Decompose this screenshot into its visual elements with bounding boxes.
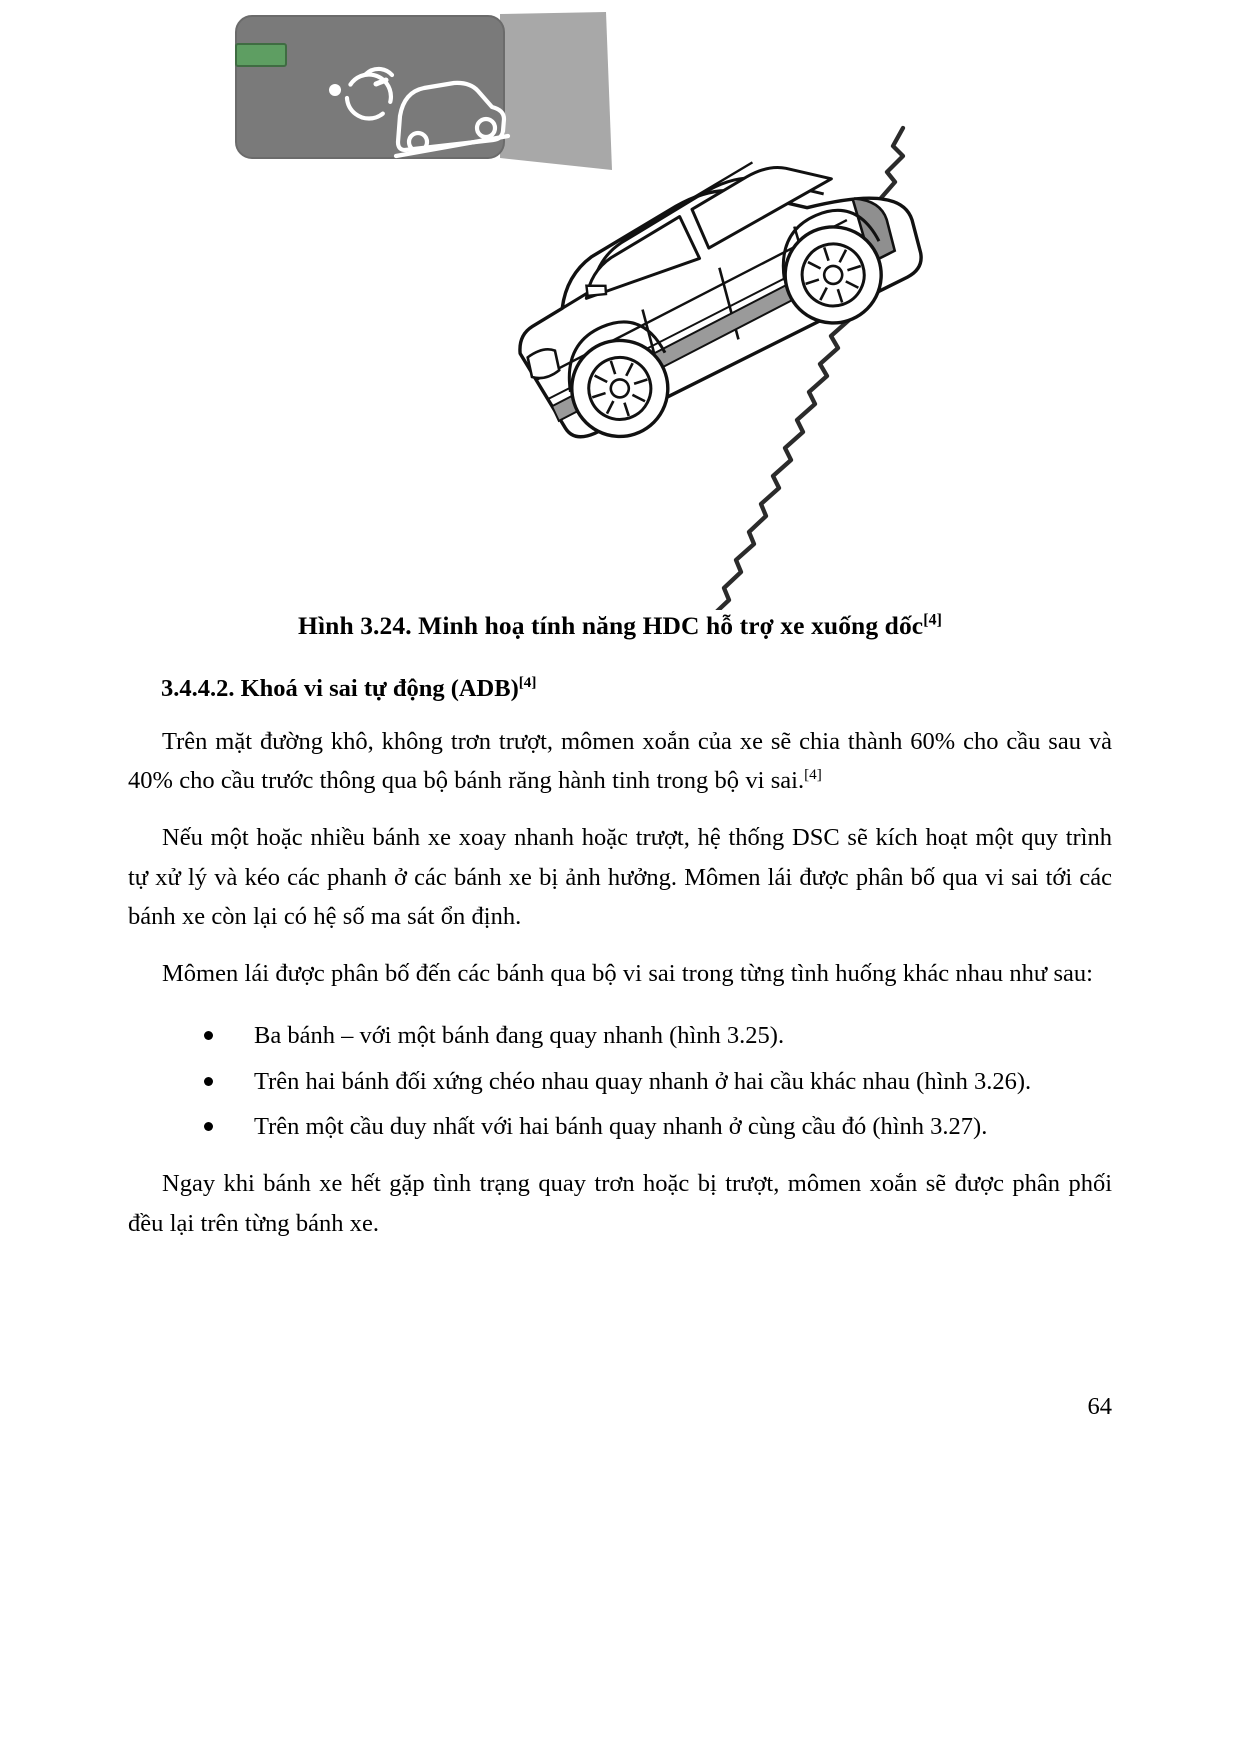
list-item (204, 1016, 1112, 1056)
hdc-display-panel (236, 16, 508, 158)
green-indicator-led (236, 44, 286, 66)
list-item (204, 1062, 1112, 1102)
figure-illustration (128, 0, 1112, 610)
callout-beam (488, 12, 612, 172)
list-item-label: Trên một cầu duy nhất với hai bánh quay nhanh ở cùng cầu đó (hình 3.27). (254, 1113, 988, 1141)
paragraph-1 (128, 722, 1112, 801)
bullet-dot-icon (204, 1031, 213, 1040)
section-number: 3.4.4.2. (161, 674, 235, 702)
paragraph-1-text: Trên mặt đường khô, không trơn trượt, mômen xoắn của xe sẽ chia thành 60% cho cầu sau và 40% cho cầu trước thông qua bộ bánh răng hành tinh trong bộ vi sai. (128, 727, 1112, 795)
paragraph-3: Mômen lái được phân bố đến các bánh qua bộ vi sai trong từng tình huống khác nhau như sau: (162, 960, 1093, 988)
figure-caption-text: Hình 3.24. Minh hoạ tính năng HDC hỗ trợ xe xuống dốc (298, 611, 924, 640)
figure-caption-reference: [4] (923, 611, 942, 629)
page-number: 64 (1087, 1393, 1112, 1420)
list-item-label: Ba bánh – với một bánh đang quay nhanh (hình 3.25). (254, 1021, 785, 1049)
section-heading (128, 673, 1112, 705)
list-item (204, 1107, 1112, 1147)
list-item-label: Trên hai bánh đối xứng chéo nhau quay nhanh ở hai cầu khác nhau (hình 3.26). (254, 1067, 1032, 1095)
paragraph-2: Nếu một hoặc nhiều bánh xe xoay nhanh hoặc trượt, hệ thống DSC sẽ kích hoạt một quy trình tự xử lý và kéo các phanh ở các bánh xe bị ảnh hưởng. Mômen lái được phân bố qua vi sai tới các bánh xe còn lại có hệ số ma sát ổn định. (128, 824, 1112, 931)
suv-vehicle (486, 121, 948, 460)
section-reference: [4] (518, 673, 537, 691)
section-title: Khoá vi sai tự động (ADB) (240, 674, 519, 702)
bullet-dot-icon (204, 1077, 213, 1086)
bullet-list (128, 1016, 1112, 1147)
paragraph-4: Ngay khi bánh xe hết gặp tình trạng quay trơn hoặc bị trượt, mômen xoắn sẽ được phân phối đều lại trên từng bánh xe. (128, 1169, 1112, 1237)
bullet-dot-icon (204, 1122, 213, 1131)
paragraph-1-reference: [4] (804, 766, 822, 784)
page-content (128, 0, 1112, 1243)
figure-caption (128, 610, 1112, 642)
